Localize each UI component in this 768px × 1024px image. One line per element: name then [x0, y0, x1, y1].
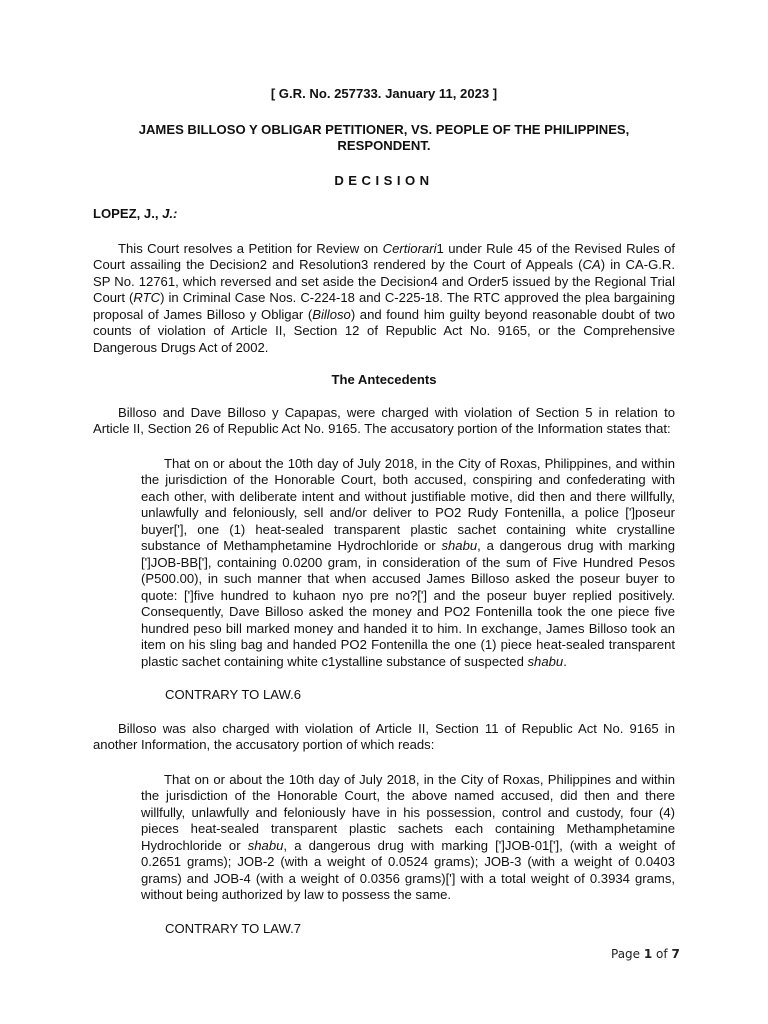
total-pages-number: 7 — [671, 947, 680, 961]
text-run: ) and found him guilty beyond reasonable doubt of two counts of violation of Article II, Section 12 of Republic Act No. 9165, or the Comprehensive Dangerous Drugs Act of 2002. — [93, 306, 675, 355]
current-page-number: 1 — [643, 947, 653, 961]
text-run: , a dangerous drug with marking [']JOB-BB['], containing 0.0200 gram, in consideration of the sum of Five Hundred Pesos (P500.00), in such manner that when accused James Billoso asked the poseur buyer to quote: [']five hundred to kuhaon nyo pre no?['] and the poseur buyer replied positively. Consequently, Dave Billoso asked the money and PO2 Fontenilla took the one piece five hundred peso bill marked money and handed it to him. In exchange, James Billoso took an item on his sling bag and handed PO2 Fontenilla the one (1) piece heat-sealed transparent plastic sachet containing white c1ystalline substance of suspected — [141, 538, 675, 669]
italic-ca: CA — [582, 257, 601, 272]
text-run: That on or about the 10th day of July 2018, in the City of Roxas, Philippines, and within the jurisdiction of the Honorable Court, both accused, conspiring and confederating with each other, with deliberate intent and without justifiable motive, did then and there willfully, unlawfully and feloniously, sell and/or deliver to PO2 Rudy Fontenilla, a police [']poseur buyer['], one (1) heat-sealed transparent plastic sachet containing white crystalline substance of Methamphetamine Hydrochloride or — [141, 455, 675, 553]
information-quote-2 — [141, 772, 675, 904]
paragraph-petition — [93, 241, 675, 357]
text-run: That on or about the 10th day of July 2018, in the City of Roxas, Philippines and within the jurisdiction of the Honorable Court, the above named accused, did then and there willfully, unlawfully and feloniously have in his possession, control and custody, four (4) pieces heat-sealed transparent plastic sachets each containing Methamphetamine Hydrochloride or — [141, 771, 675, 853]
case-caption-line2: RESPONDENT. — [337, 138, 431, 153]
text-run: This Court resolves a Petition for Review on — [118, 240, 383, 256]
ponente — [93, 206, 675, 223]
case-caption-line1: JAMES BILLOSO Y OBLIGAR PETITIONER, VS. PEOPLE OF THE PHILIPPINES, — [138, 121, 630, 137]
italic-billoso: Billoso — [312, 306, 351, 322]
italic-shabu: shabu — [527, 653, 564, 669]
italic-certiorari: Certiorari — [382, 240, 437, 256]
case-number: [ G.R. No. 257733. January 11, 2023 ] — [270, 86, 498, 101]
text-run: ) in Criminal Case Nos. C-224-18 and C-225-18. The RTC approved the plea bargaining proposal of James Billoso y Obligar ( — [93, 290, 675, 322]
case-caption — [93, 122, 675, 155]
text-run: . — [563, 653, 567, 669]
ponente-name: LOPEZ, J., — [93, 206, 163, 221]
italic-rtc: RTC — [133, 290, 161, 305]
text-run: ) in CA-G.R. SP No. 12761, which reversed and set aside the Decision4 and Order5 issued by the Regional Trial Court ( — [93, 257, 676, 305]
italic-shabu: shabu — [247, 837, 284, 853]
italic-shabu: shabu — [441, 538, 478, 553]
decision-heading: DECISION — [334, 172, 434, 188]
ponente-title: J.: — [162, 206, 178, 221]
page-footer — [611, 947, 680, 961]
paragraph-second-charge: Billoso was also charged with violation of Article II, Section 11 of Republic Act No. 9165 in another Information, the accusatory portion of which reads: — [93, 720, 675, 752]
page-label: Page — [611, 947, 644, 961]
document-body — [93, 86, 675, 937]
contrary-to-law-2: CONTRARY TO LAW.7 — [165, 920, 302, 936]
of-label: of — [652, 947, 672, 961]
contrary-to-law-1: CONTRARY TO LAW.6 — [165, 687, 302, 702]
information-quote-1 — [141, 456, 675, 671]
text-run: , a dangerous drug with marking [']JOB-01['], (with a weight of 0.2651 grams); JOB-2 (with a weight of 0.0524 grams); JOB-3 (with a weight of 0.0403 grams) and JOB-4 (with a weight of 0.0356 grams)['] with a total weight of 0.3934 grams, without being authorized by law to possess the same. — [141, 837, 675, 902]
antecedents-heading: The Antecedents — [331, 372, 437, 387]
text-run: 1 under Rule 45 of the Revised Rules of Court assailing the Decision2 and Resolution3 rendered by the Court of Appeals ( — [93, 240, 675, 272]
paragraph-charges: Billoso and Dave Billoso y Capapas, were charged with violation of Section 5 in relation to Article II, Section 26 of Republic Act No. 9165. The accusatory portion of the Information states that: — [93, 404, 675, 436]
